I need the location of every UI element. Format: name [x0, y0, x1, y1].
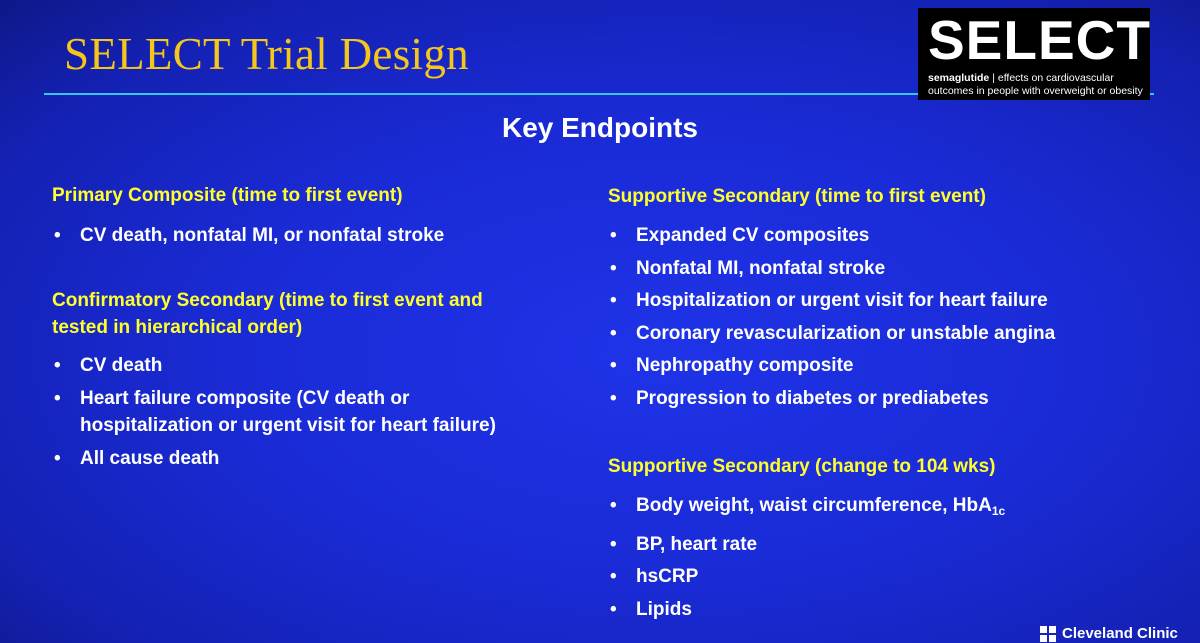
list-item: • Progression to diabetes or prediabetes: [608, 385, 1168, 412]
list-item: • CV death: [52, 352, 592, 379]
list-item: • CV death, nonfatal MI, or nonfatal stroke: [52, 222, 572, 249]
select-logo: [918, 8, 1150, 100]
hba1c-text: Body weight, waist circumference, HbA: [636, 495, 992, 516]
supportive-secondary-events-list: [608, 222, 1168, 412]
hba1c-subscript: 1c: [991, 504, 1006, 518]
section-heading: Key Endpoints: [501, 112, 698, 143]
supportive-secondary-change-list: [608, 492, 1168, 623]
slide-title: SELECT Trial Design: [64, 29, 469, 79]
list-item: [608, 492, 1168, 525]
cleveland-clinic-mark-icon: [1040, 626, 1056, 642]
confirmatory-title-line-2: tested in hierarchical order): [52, 317, 303, 338]
logo-wordmark: SELECT: [928, 9, 1151, 71]
list-item: • Heart failure composite (CV death or: [52, 385, 592, 412]
list-item: • Coronary revascularization or unstable angina: [608, 320, 1168, 347]
supportive-secondary-events-title: Supportive Secondary (time to first event): [608, 186, 986, 207]
list-item: • Expanded CV composites: [608, 222, 1168, 249]
primary-composite-list: [52, 222, 572, 249]
logo-drug-name: semaglutide: [928, 72, 990, 84]
supportive-secondary-change-title: Supportive Secondary (change to 104 wks): [608, 456, 996, 477]
footer-brand: Cleveland Clinic: [1062, 625, 1178, 642]
confirmatory-title-line-1: Confirmatory Secondary (time to first event and: [52, 290, 483, 311]
list-item: • Nephropathy composite: [608, 352, 1168, 379]
list-item: • Nonfatal MI, nonfatal stroke: [608, 255, 1168, 282]
list-item: • All cause death: [52, 445, 592, 472]
list-item: • Lipids: [608, 596, 1168, 623]
primary-composite-title: Primary Composite (time to first event): [52, 185, 403, 206]
logo-tagline-text: effects on cardiovascular: [997, 72, 1114, 84]
list-item: • Hospitalization or urgent visit for heart failure: [608, 287, 1168, 314]
logo-separator: |: [992, 72, 995, 84]
logo-tagline-2: outcomes in people with overweight or obesity: [928, 85, 1143, 97]
logo-tagline-1: [928, 72, 1114, 84]
confirmatory-secondary-list: [52, 352, 592, 472]
list-item: • BP, heart rate: [608, 531, 1168, 558]
cleveland-clinic-logo: [1040, 624, 1178, 643]
confirmatory-secondary-title: [52, 287, 483, 341]
list-item-continuation: hospitalization or urgent visit for heart failure): [80, 415, 496, 436]
list-item: • hsCRP: [608, 563, 1168, 590]
